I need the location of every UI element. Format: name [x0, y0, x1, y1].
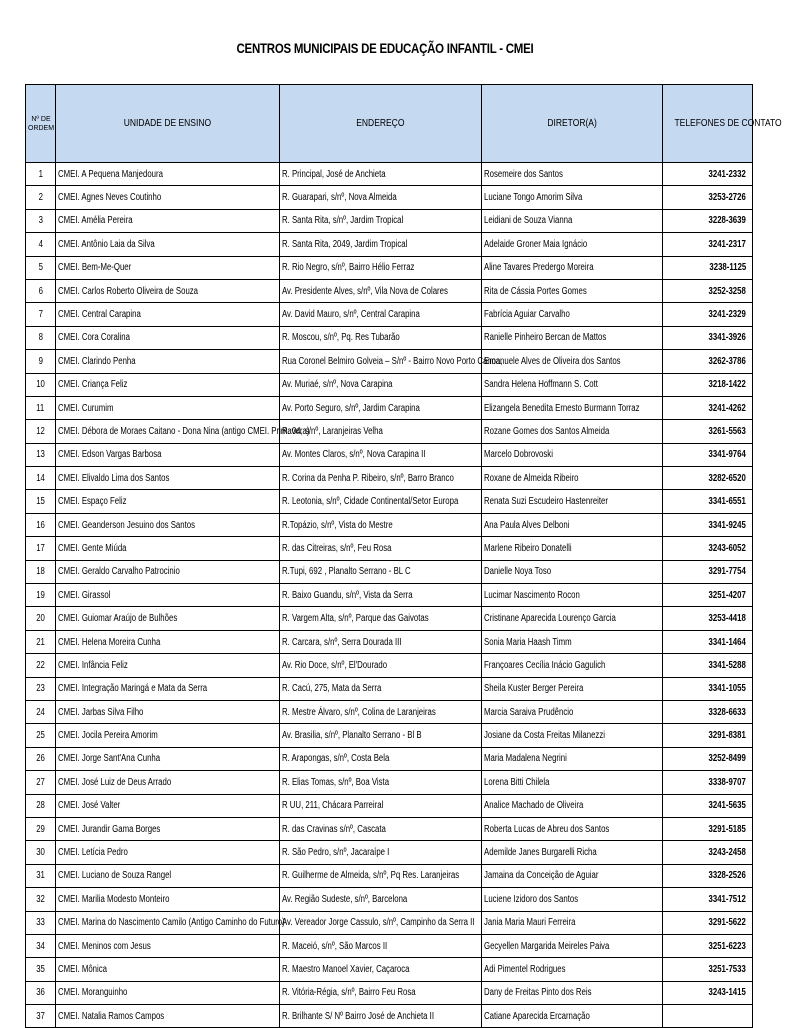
- unidade-cell: CMEI. Meninos com Jesus: [56, 934, 280, 957]
- diretor-cell: Maria Madalena Negrini: [482, 747, 663, 770]
- unidade-cell: CMEI. Geanderson Jesuino dos Santos: [56, 513, 280, 536]
- telefone-cell: 3241-5635: [663, 794, 753, 817]
- endereco-cell: R. Rio Negro, s/nº, Bairro Hélio Ferraz: [280, 256, 482, 279]
- row-number: 15: [26, 490, 56, 513]
- endereco-cell: Av. Porto Seguro, s/nº, Jardim Carapina: [280, 396, 482, 419]
- diretor-cell: Fabrícia Aguiar Carvalho: [482, 303, 663, 326]
- table-row: [26, 817, 753, 840]
- header-endereco: ENDEREÇO: [280, 85, 482, 163]
- row-number: 35: [26, 958, 56, 981]
- table-header: [26, 85, 782, 163]
- table-row: [26, 350, 753, 373]
- table-row: [26, 443, 753, 466]
- table-row: [26, 911, 753, 934]
- row-number: 10: [26, 373, 56, 396]
- diretor-cell: Ademilde Janes Burgarelli Richa: [482, 841, 663, 864]
- endereco-cell: R.Topázio, s/nº, Vista do Mestre: [280, 513, 482, 536]
- table-row: [26, 279, 753, 302]
- unidade-cell: CMEI. Jocila Pereira Amorim: [56, 724, 280, 747]
- diretor-cell: Rozane Gomes dos Santos Almeida: [482, 420, 663, 443]
- diretor-cell: Luciene Izidoro dos Santos: [482, 888, 663, 911]
- table-row: [26, 373, 753, 396]
- unidade-cell: CMEI. Clarindo Penha: [56, 350, 280, 373]
- table-row: [26, 537, 753, 560]
- unidade-cell: CMEI. Jarbas Silva Filho: [56, 700, 280, 723]
- row-number: 20: [26, 607, 56, 630]
- telefone-cell: 3241-2332: [663, 163, 753, 186]
- telefone-cell: 3328-6633: [663, 700, 753, 723]
- unidade-cell: CMEI. Helena Moreira Cunha: [56, 630, 280, 653]
- telefone-cell: 3241-4262: [663, 396, 753, 419]
- table-row: [26, 794, 753, 817]
- endereco-cell: R. Vargem Alta, s/nº, Parque das Gaivotas: [280, 607, 482, 630]
- unidade-cell: CMEI. Marina do Nascimento Camilo (Antigo Caminho do Futuro): [56, 911, 280, 934]
- telefone-cell: 3341-1055: [663, 677, 753, 700]
- diretor-cell: Sheila Kuster Berger Pereira: [482, 677, 663, 700]
- unidade-cell: CMEI. Espaço Feliz: [56, 490, 280, 513]
- unidade-cell: CMEI. A Pequena Manjedoura: [56, 163, 280, 186]
- diretor-cell: Roxane de Almeida Ribeiro: [482, 467, 663, 490]
- table-row: [26, 490, 753, 513]
- table-row: [26, 630, 753, 653]
- header-diretor: DIRETOR(A): [482, 85, 663, 163]
- table-row: [26, 888, 753, 911]
- row-number: 6: [26, 279, 56, 302]
- telefone-cell: 3243-6052: [663, 537, 753, 560]
- endereco-cell: R. Moscou, s/nº, Pq. Res Tubarão: [280, 326, 482, 349]
- unidade-cell: CMEI. Amélia Pereira: [56, 209, 280, 232]
- diretor-cell: Jania Maria Mauri Ferreira: [482, 911, 663, 934]
- table-row: [26, 864, 753, 887]
- table-row: [26, 934, 753, 957]
- row-number: 3: [26, 209, 56, 232]
- endereco-cell: R. Mestre Álvaro, s/nº, Colina de Laranjeiras: [280, 700, 482, 723]
- endereco-cell: Av. Brasilia, s/nº, Planalto Serrano - Bl B: [280, 724, 482, 747]
- header-telefones: TELEFONES DE CONTATO: [663, 85, 753, 163]
- unidade-cell: CMEI. Geraldo Carvalho Patrocinio: [56, 560, 280, 583]
- diretor-cell: Josiane da Costa Freitas Milanezzi: [482, 724, 663, 747]
- endereco-cell: R. Arapongas, s/nº, Costa Bela: [280, 747, 482, 770]
- row-number: 16: [26, 513, 56, 536]
- row-number: 25: [26, 724, 56, 747]
- diretor-cell: Rita de Cássia Portes Gomes: [482, 279, 663, 302]
- unidade-cell: CMEI. Bem-Me-Quer: [56, 256, 280, 279]
- diretor-cell: Leidiani de Souza Vianna: [482, 209, 663, 232]
- row-number: 22: [26, 654, 56, 677]
- diretor-cell: Renata Suzi Escudeiro Hastenreiter: [482, 490, 663, 513]
- row-number: 31: [26, 864, 56, 887]
- endereco-cell: R.Tupi, 692 , Planalto Serrano - BL C: [280, 560, 482, 583]
- unidade-cell: CMEI. Natalia Ramos Campos: [56, 1005, 280, 1028]
- telefone-cell: 3228-3639: [663, 209, 753, 232]
- row-number: 1: [26, 163, 56, 186]
- table-body: [26, 163, 753, 1028]
- unidade-cell: CMEI. Edson Vargas Barbosa: [56, 443, 280, 466]
- row-number: 34: [26, 934, 56, 957]
- telefone-cell: 3252-3258: [663, 279, 753, 302]
- diretor-cell: Emanuele Alves de Oliveira dos Santos: [482, 350, 663, 373]
- unidade-cell: CMEI. Infância Feliz: [56, 654, 280, 677]
- unidade-cell: CMEI. Central Carapina: [56, 303, 280, 326]
- unidade-cell: CMEI. Jurandir Gama Borges: [56, 817, 280, 840]
- telefone-cell: 3238-1125: [663, 256, 753, 279]
- telefone-cell: 3253-2726: [663, 186, 753, 209]
- table-row: [26, 584, 753, 607]
- endereco-cell: R. Santa Rita, 2049, Jardim Tropical: [280, 233, 482, 256]
- diretor-cell: Rosemeire dos Santos: [482, 163, 663, 186]
- endereco-cell: R. Santa Rita, s/nº, Jardim Tropical: [280, 209, 482, 232]
- endereco-cell: R. Maestro Manoel Xavier, Caçaroca: [280, 958, 482, 981]
- unidade-cell: CMEI. Débora de Moraes Caitano - Dona Nina (antigo CMEI. Primavera): [56, 420, 280, 443]
- diretor-cell: Jamaina da Conceição de Aguiar: [482, 864, 663, 887]
- endereco-cell: R UU, 211, Chácara Parreiral: [280, 794, 482, 817]
- table-row: [26, 420, 753, 443]
- endereco-cell: R. Principal, José de Anchieta: [280, 163, 482, 186]
- row-number: 28: [26, 794, 56, 817]
- row-number: 11: [26, 396, 56, 419]
- row-number: 9: [26, 350, 56, 373]
- telefone-cell: 3341-3926: [663, 326, 753, 349]
- endereco-cell: R. Elias Tomas, s/nº, Boa Vista: [280, 771, 482, 794]
- table-row: [26, 256, 753, 279]
- telefone-cell: 3241-2329: [663, 303, 753, 326]
- table-row: [26, 700, 753, 723]
- unidade-cell: CMEI. Agnes Neves Coutinho: [56, 186, 280, 209]
- header-unidade: UNIDADE DE ENSINO: [56, 85, 280, 163]
- telefone-cell: 3341-9245: [663, 513, 753, 536]
- row-number: 27: [26, 771, 56, 794]
- table-row: [26, 209, 753, 232]
- telefone-cell: 3251-6223: [663, 934, 753, 957]
- telefone-cell: 3341-1464: [663, 630, 753, 653]
- table-row: [26, 467, 753, 490]
- unidade-cell: CMEI. Gente Miúda: [56, 537, 280, 560]
- table-row: [26, 958, 753, 981]
- unidade-cell: CMEI. Luciano de Souza Rangel: [56, 864, 280, 887]
- endereco-cell: Av. David Mauro, s/nº, Central Carapina: [280, 303, 482, 326]
- endereco-cell: R. Leotonia, s/nº, Cidade Continental/Setor Europa: [280, 490, 482, 513]
- endereco-cell: Av. Região Sudeste, s/nº, Barcelona: [280, 888, 482, 911]
- telefone-cell: 3253-4418: [663, 607, 753, 630]
- diretor-cell: Elizangela Benedita Ernesto Burmann Torraz: [482, 396, 663, 419]
- table-row: [26, 981, 753, 1004]
- diretor-cell: Adelaide Groner Maia Ignácio: [482, 233, 663, 256]
- row-number: 2: [26, 186, 56, 209]
- endereco-cell: R. Cacú, 275, Mata da Serra: [280, 677, 482, 700]
- unidade-cell: CMEI. Carlos Roberto Oliveira de Souza: [56, 279, 280, 302]
- telefone-cell: 3341-9764: [663, 443, 753, 466]
- diretor-cell: Dany de Freitas Pinto dos Reis: [482, 981, 663, 1004]
- table-row: [26, 303, 753, 326]
- row-number: 21: [26, 630, 56, 653]
- table-row: [26, 163, 753, 186]
- diretor-cell: Marlene Ribeiro Donatelli: [482, 537, 663, 560]
- document-title: CENTROS MUNICIPAIS DE EDUCAÇÃO INFANTIL - CMEI: [236, 40, 534, 56]
- endereco-cell: R. Vitória-Régia, s/nº, Bairro Feu Rosa: [280, 981, 482, 1004]
- endereco-cell: Av. Montes Claros, s/nº, Nova Carapina II: [280, 443, 482, 466]
- diretor-cell: Luciane Tongo Amorim Silva: [482, 186, 663, 209]
- telefone-cell: 3218-1422: [663, 373, 753, 396]
- table-row: [26, 186, 753, 209]
- row-number: 17: [26, 537, 56, 560]
- table-row: [26, 513, 753, 536]
- unidade-cell: CMEI. Marilia Modesto Monteiro: [56, 888, 280, 911]
- endereco-cell: R. Brilhante S/ Nº Bairro José de Anchieta II: [280, 1005, 482, 1028]
- row-number: 19: [26, 584, 56, 607]
- table-row: [26, 747, 753, 770]
- telefone-cell: [663, 1005, 753, 1028]
- unidade-cell: CMEI. Antônio Laia da Silva: [56, 233, 280, 256]
- endereco-cell: R. Carcara, s/nº, Serra Dourada III: [280, 630, 482, 653]
- unidade-cell: CMEI. Letícia Pedro: [56, 841, 280, 864]
- telefone-cell: 3341-5288: [663, 654, 753, 677]
- row-number: 12: [26, 420, 56, 443]
- table-row: [26, 396, 753, 419]
- endereco-cell: R. das Citreiras, s/nº, Feu Rosa: [280, 537, 482, 560]
- diretor-cell: Catiane Aparecida Ercarnação: [482, 1005, 663, 1028]
- diretor-cell: Analice Machado de Oliveira: [482, 794, 663, 817]
- row-number: 26: [26, 747, 56, 770]
- row-number: 37: [26, 1005, 56, 1028]
- table-row: [26, 654, 753, 677]
- diretor-cell: Sandra Helena Hoffmann S. Cott: [482, 373, 663, 396]
- diretor-cell: Roberta Lucas de Abreu dos Santos: [482, 817, 663, 840]
- diretor-cell: Françoares Cecília Inácio Gagulich: [482, 654, 663, 677]
- unidade-cell: CMEI. Girassol: [56, 584, 280, 607]
- telefone-cell: 3341-6551: [663, 490, 753, 513]
- unidade-cell: CMEI. José Luiz de Deus Arrado: [56, 771, 280, 794]
- table-row: [26, 677, 753, 700]
- endereco-cell: R. Corina da Penha P. Ribeiro, s/nº, Barro Branco: [280, 467, 482, 490]
- telefone-cell: 3338-9707: [663, 771, 753, 794]
- telefone-cell: 3243-2458: [663, 841, 753, 864]
- endereco-cell: Av. Vereador Jorge Cassulo, s/nº, Campinho da Serra II: [280, 911, 482, 934]
- row-number: 13: [26, 443, 56, 466]
- telefone-cell: 3282-6520: [663, 467, 753, 490]
- unidade-cell: CMEI. Guiomar Araújo de Bulhões: [56, 607, 280, 630]
- unidade-cell: CMEI. Cora Coralina: [56, 326, 280, 349]
- telefone-cell: 3291-8381: [663, 724, 753, 747]
- endereco-cell: R. Guilherme de Almeida, s/nº, Pq Res. Laranjeiras: [280, 864, 482, 887]
- table-row: [26, 724, 753, 747]
- telefone-cell: 3262-3786: [663, 350, 753, 373]
- telefone-cell: 3251-4207: [663, 584, 753, 607]
- diretor-cell: Gecyellen Margarida Meireles Paiva: [482, 934, 663, 957]
- row-number: 23: [26, 677, 56, 700]
- endereco-cell: Av. Presidente Alves, s/nº, Vila Nova de Colares: [280, 279, 482, 302]
- unidade-cell: CMEI. Curumim: [56, 396, 280, 419]
- telefone-cell: 3291-5622: [663, 911, 753, 934]
- diretor-cell: Ana Paula Alves Delboni: [482, 513, 663, 536]
- endereco-cell: Av. Muriaé, s/nº, Nova Carapina: [280, 373, 482, 396]
- table-row: [26, 233, 753, 256]
- table-row: [26, 841, 753, 864]
- row-number: 8: [26, 326, 56, 349]
- telefone-cell: 3328-2526: [663, 864, 753, 887]
- endereco-cell: Rua Coronel Belmiro Golveia – S/nº - Bairro Novo Porto Canoa,: [280, 350, 482, 373]
- unidade-cell: CMEI. Jorge Sant'Ana Cunha: [56, 747, 280, 770]
- diretor-cell: Danielle Noya Toso: [482, 560, 663, 583]
- table-row: [26, 1005, 753, 1028]
- telefone-cell: 3241-2317: [663, 233, 753, 256]
- row-number: 33: [26, 911, 56, 934]
- diretor-cell: Lorena Bitti Chilela: [482, 771, 663, 794]
- row-number: 14: [26, 467, 56, 490]
- row-number: 5: [26, 256, 56, 279]
- endereco-cell: R. Maceió, s/nº, São Marcos II: [280, 934, 482, 957]
- unidade-cell: CMEI. Criança Feliz: [56, 373, 280, 396]
- row-number: 18: [26, 560, 56, 583]
- row-number: 36: [26, 981, 56, 1004]
- telefone-cell: 3251-7533: [663, 958, 753, 981]
- table-row: [26, 607, 753, 630]
- diretor-cell: Adi Pimentel Rodrigues: [482, 958, 663, 981]
- diretor-cell: Cristinane Aparecida Lourenço Garcia: [482, 607, 663, 630]
- telefone-cell: 3291-7754: [663, 560, 753, 583]
- row-number: 30: [26, 841, 56, 864]
- row-number: 24: [26, 700, 56, 723]
- header-ordem: Nº DE ORDEM: [26, 85, 56, 163]
- unidade-cell: CMEI. Moranguinho: [56, 981, 280, 1004]
- table-row: [26, 326, 753, 349]
- row-number: 29: [26, 817, 56, 840]
- telefone-cell: 3261-5563: [663, 420, 753, 443]
- diretor-cell: Marcelo Dobrovoski: [482, 443, 663, 466]
- endereco-cell: R. das Cravinas s/nº, Cascata: [280, 817, 482, 840]
- table-row: [26, 560, 753, 583]
- diretor-cell: Sonia Maria Haash Timm: [482, 630, 663, 653]
- row-number: 4: [26, 233, 56, 256]
- diretor-cell: Aline Tavares Predergo Moreira: [482, 256, 663, 279]
- diretor-cell: Lucimar Nascimento Rocon: [482, 584, 663, 607]
- endereco-cell: R. 04, s/nº, Laranjeiras Velha: [280, 420, 482, 443]
- endereco-cell: R. Baixo Guandu, s/nº, Vista da Serra: [280, 584, 482, 607]
- unidade-cell: CMEI. Integração Maringá e Mata da Serra: [56, 677, 280, 700]
- endereco-cell: Av. Rio Doce, s/nº, El'Dourado: [280, 654, 482, 677]
- table-row: [26, 771, 753, 794]
- telefone-cell: 3243-1415: [663, 981, 753, 1004]
- telefone-cell: 3341-7512: [663, 888, 753, 911]
- unidade-cell: CMEI. Mônica: [56, 958, 280, 981]
- cmei-table: [25, 84, 782, 1028]
- unidade-cell: CMEI. Elivaldo Lima dos Santos: [56, 467, 280, 490]
- endereco-cell: R. Guarapari, s/nº, Nova Almeida: [280, 186, 482, 209]
- row-number: 32: [26, 888, 56, 911]
- diretor-cell: Marcia Saraiva Prudêncio: [482, 700, 663, 723]
- endereco-cell: R. São Pedro, s/nº, Jacaraípe I: [280, 841, 482, 864]
- diretor-cell: Ranielle Pinheiro Bercan de Mattos: [482, 326, 663, 349]
- row-number: 7: [26, 303, 56, 326]
- telefone-cell: 3252-8499: [663, 747, 753, 770]
- unidade-cell: CMEI. José Valter: [56, 794, 280, 817]
- telefone-cell: 3291-5185: [663, 817, 753, 840]
